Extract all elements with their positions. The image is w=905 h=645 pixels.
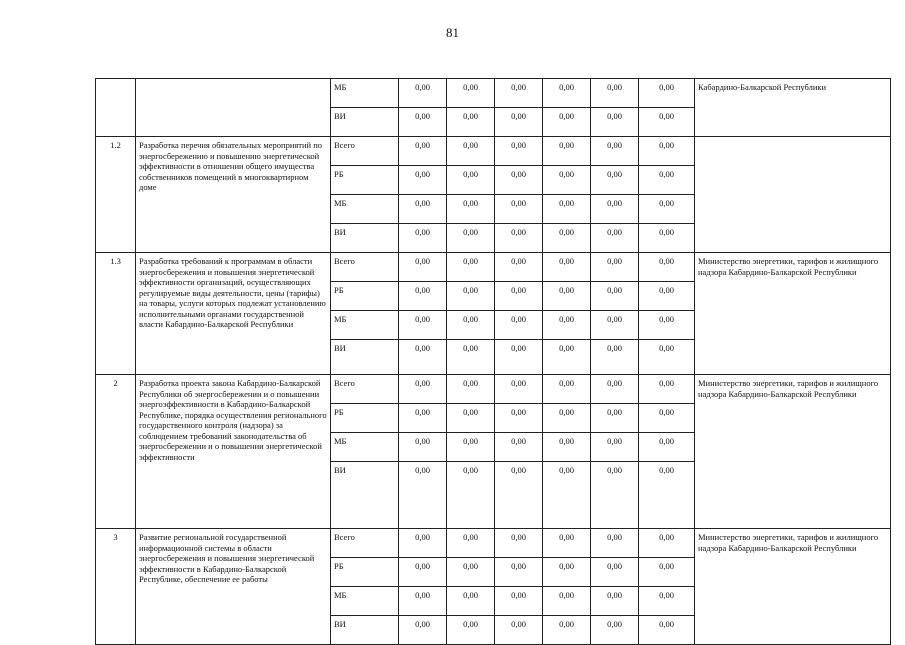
funding-value: 0,00 [447, 311, 495, 340]
funding-source: МБ [331, 587, 399, 616]
funding-value: 0,00 [543, 404, 591, 433]
row-number [96, 79, 136, 137]
row-number: 1.3 [96, 253, 136, 375]
funding-value: 0,00 [495, 558, 543, 587]
funding-value: 0,00 [447, 108, 495, 137]
funding-value: 0,00 [543, 224, 591, 253]
activity-description: Разработка перечня обязательных мероприятий по энергосбережению и повышению энергетической эффективности в отношении общего имущества собственников помещений в многоквартирном доме [136, 137, 331, 253]
funding-value: 0,00 [591, 404, 639, 433]
funding-value: 0,00 [495, 375, 543, 404]
funding-value: 0,00 [495, 137, 543, 166]
funding-source: ВИ [331, 340, 399, 375]
funding-value: 0,00 [495, 224, 543, 253]
funding-value: 0,00 [639, 529, 695, 558]
funding-value: 0,00 [495, 587, 543, 616]
funding-value: 0,00 [639, 433, 695, 462]
funding-value: 0,00 [399, 529, 447, 558]
funding-value: 0,00 [399, 195, 447, 224]
funding-value: 0,00 [447, 253, 495, 282]
funding-value: 0,00 [543, 529, 591, 558]
funding-value: 0,00 [399, 404, 447, 433]
responsible-executor: Кабардино-Балкарской Республики [695, 79, 891, 137]
funding-value: 0,00 [543, 79, 591, 108]
table-row [96, 79, 891, 108]
funding-source: ВИ [331, 616, 399, 645]
funding-value: 0,00 [447, 616, 495, 645]
table-body [96, 79, 891, 645]
funding-value: 0,00 [447, 195, 495, 224]
funding-value: 0,00 [543, 311, 591, 340]
responsible-executor [695, 137, 891, 253]
funding-value: 0,00 [591, 340, 639, 375]
funding-value: 0,00 [399, 616, 447, 645]
funding-source: Всего [331, 253, 399, 282]
funding-value: 0,00 [591, 253, 639, 282]
funding-value: 0,00 [543, 137, 591, 166]
responsible-executor: Министерство энергетики, тарифов и жилищного надзора Кабардино-Балкарской Республики [695, 253, 891, 375]
funding-value: 0,00 [543, 433, 591, 462]
table-row [96, 137, 891, 166]
funding-source: РБ [331, 166, 399, 195]
funding-value: 0,00 [639, 166, 695, 195]
funding-value: 0,00 [447, 587, 495, 616]
funding-value: 0,00 [591, 433, 639, 462]
funding-source: МБ [331, 311, 399, 340]
funding-value: 0,00 [399, 79, 447, 108]
funding-value: 0,00 [495, 282, 543, 311]
funding-value: 0,00 [399, 340, 447, 375]
funding-source: РБ [331, 282, 399, 311]
funding-value: 0,00 [447, 224, 495, 253]
funding-value: 0,00 [447, 558, 495, 587]
funding-value: 0,00 [447, 529, 495, 558]
funding-value: 0,00 [543, 558, 591, 587]
funding-value: 0,00 [639, 79, 695, 108]
responsible-executor: Министерство энергетики, тарифов и жилищного надзора Кабардино-Балкарской Республики [695, 375, 891, 529]
funding-source: ВИ [331, 462, 399, 529]
funding-value: 0,00 [447, 282, 495, 311]
funding-value: 0,00 [591, 311, 639, 340]
funding-source: Всего [331, 137, 399, 166]
activity-description: Развитие региональной государственной информационной системы в области энергосбережения и повышения энергетической эффективности в Кабардино-Балкарской Республике, обеспечение ее работы [136, 529, 331, 645]
funding-value: 0,00 [495, 253, 543, 282]
funding-source: МБ [331, 195, 399, 224]
funding-value: 0,00 [543, 282, 591, 311]
responsible-executor: Министерство энергетики, тарифов и жилищного надзора Кабардино-Балкарской Республики [695, 529, 891, 645]
funding-value: 0,00 [447, 462, 495, 529]
funding-value: 0,00 [495, 433, 543, 462]
funding-value: 0,00 [543, 340, 591, 375]
funding-value: 0,00 [591, 587, 639, 616]
funding-value: 0,00 [447, 433, 495, 462]
funding-value: 0,00 [447, 375, 495, 404]
funding-value: 0,00 [543, 616, 591, 645]
funding-value: 0,00 [591, 529, 639, 558]
funding-source: РБ [331, 404, 399, 433]
funding-value: 0,00 [399, 166, 447, 195]
funding-value: 0,00 [495, 79, 543, 108]
funding-source: Всего [331, 375, 399, 404]
funding-value: 0,00 [399, 587, 447, 616]
funding-value: 0,00 [399, 137, 447, 166]
funding-value: 0,00 [447, 166, 495, 195]
table-row [96, 529, 891, 558]
funding-value: 0,00 [639, 282, 695, 311]
funding-value: 0,00 [591, 195, 639, 224]
funding-value: 0,00 [639, 253, 695, 282]
funding-value: 0,00 [495, 340, 543, 375]
funding-source: МБ [331, 433, 399, 462]
funding-value: 0,00 [639, 462, 695, 529]
funding-value: 0,00 [447, 404, 495, 433]
funding-value: 0,00 [399, 253, 447, 282]
funding-value: 0,00 [591, 462, 639, 529]
funding-value: 0,00 [591, 166, 639, 195]
table-row [96, 375, 891, 404]
funding-value: 0,00 [639, 616, 695, 645]
funding-value: 0,00 [591, 558, 639, 587]
activity-description: Разработка требований к программам в области энергосбережения и повышения энергетической эффективности организаций, осуществляющих регулируемые виды деятельности, цены (тарифы) на товары, услуги которых подлежат установлению исполнительными органами государственной власти Кабардино-Балкарской Республики [136, 253, 331, 375]
funding-value: 0,00 [543, 195, 591, 224]
funding-source: ВИ [331, 224, 399, 253]
funding-value: 0,00 [543, 462, 591, 529]
funding-source: ВИ [331, 108, 399, 137]
funding-value: 0,00 [639, 108, 695, 137]
funding-value: 0,00 [591, 137, 639, 166]
funding-value: 0,00 [639, 195, 695, 224]
row-number: 1.2 [96, 137, 136, 253]
funding-value: 0,00 [543, 253, 591, 282]
funding-value: 0,00 [639, 311, 695, 340]
funding-value: 0,00 [495, 616, 543, 645]
funding-value: 0,00 [447, 137, 495, 166]
funding-value: 0,00 [639, 587, 695, 616]
row-number: 3 [96, 529, 136, 645]
funding-value: 0,00 [399, 224, 447, 253]
funding-value: 0,00 [495, 108, 543, 137]
funding-value: 0,00 [495, 311, 543, 340]
funding-value: 0,00 [495, 195, 543, 224]
funding-value: 0,00 [543, 108, 591, 137]
budget-table [95, 78, 891, 645]
funding-value: 0,00 [399, 108, 447, 137]
funding-value: 0,00 [399, 282, 447, 311]
funding-value: 0,00 [399, 375, 447, 404]
table-row [96, 253, 891, 282]
funding-value: 0,00 [591, 375, 639, 404]
funding-value: 0,00 [639, 558, 695, 587]
funding-value: 0,00 [591, 79, 639, 108]
funding-value: 0,00 [447, 79, 495, 108]
funding-value: 0,00 [399, 433, 447, 462]
activity-description: Разработка проекта закона Кабардино-Балкарской Республики об энергосбережении и о повышении энергоэффективности в Кабардино-Балкарской Республике, порядка осуществления регионального государственного контроля (надзора) за соблюдением требований законодательства об энергосбережении и о повышении энергетической эффективности [136, 375, 331, 529]
funding-value: 0,00 [591, 282, 639, 311]
funding-value: 0,00 [543, 587, 591, 616]
funding-value: 0,00 [639, 404, 695, 433]
funding-value: 0,00 [591, 108, 639, 137]
funding-value: 0,00 [495, 529, 543, 558]
funding-value: 0,00 [639, 137, 695, 166]
row-number: 2 [96, 375, 136, 529]
funding-value: 0,00 [447, 340, 495, 375]
funding-value: 0,00 [591, 224, 639, 253]
funding-source: Всего [331, 529, 399, 558]
funding-value: 0,00 [639, 340, 695, 375]
funding-value: 0,00 [495, 462, 543, 529]
funding-value: 0,00 [639, 224, 695, 253]
funding-value: 0,00 [399, 311, 447, 340]
funding-value: 0,00 [399, 462, 447, 529]
funding-value: 0,00 [399, 558, 447, 587]
funding-value: 0,00 [495, 166, 543, 195]
funding-source: РБ [331, 558, 399, 587]
page-number: 81 [446, 25, 459, 40]
funding-value: 0,00 [639, 375, 695, 404]
funding-value: 0,00 [543, 375, 591, 404]
activity-description [136, 79, 331, 137]
funding-value: 0,00 [591, 616, 639, 645]
funding-source: МБ [331, 79, 399, 108]
funding-value: 0,00 [495, 404, 543, 433]
funding-value: 0,00 [543, 166, 591, 195]
